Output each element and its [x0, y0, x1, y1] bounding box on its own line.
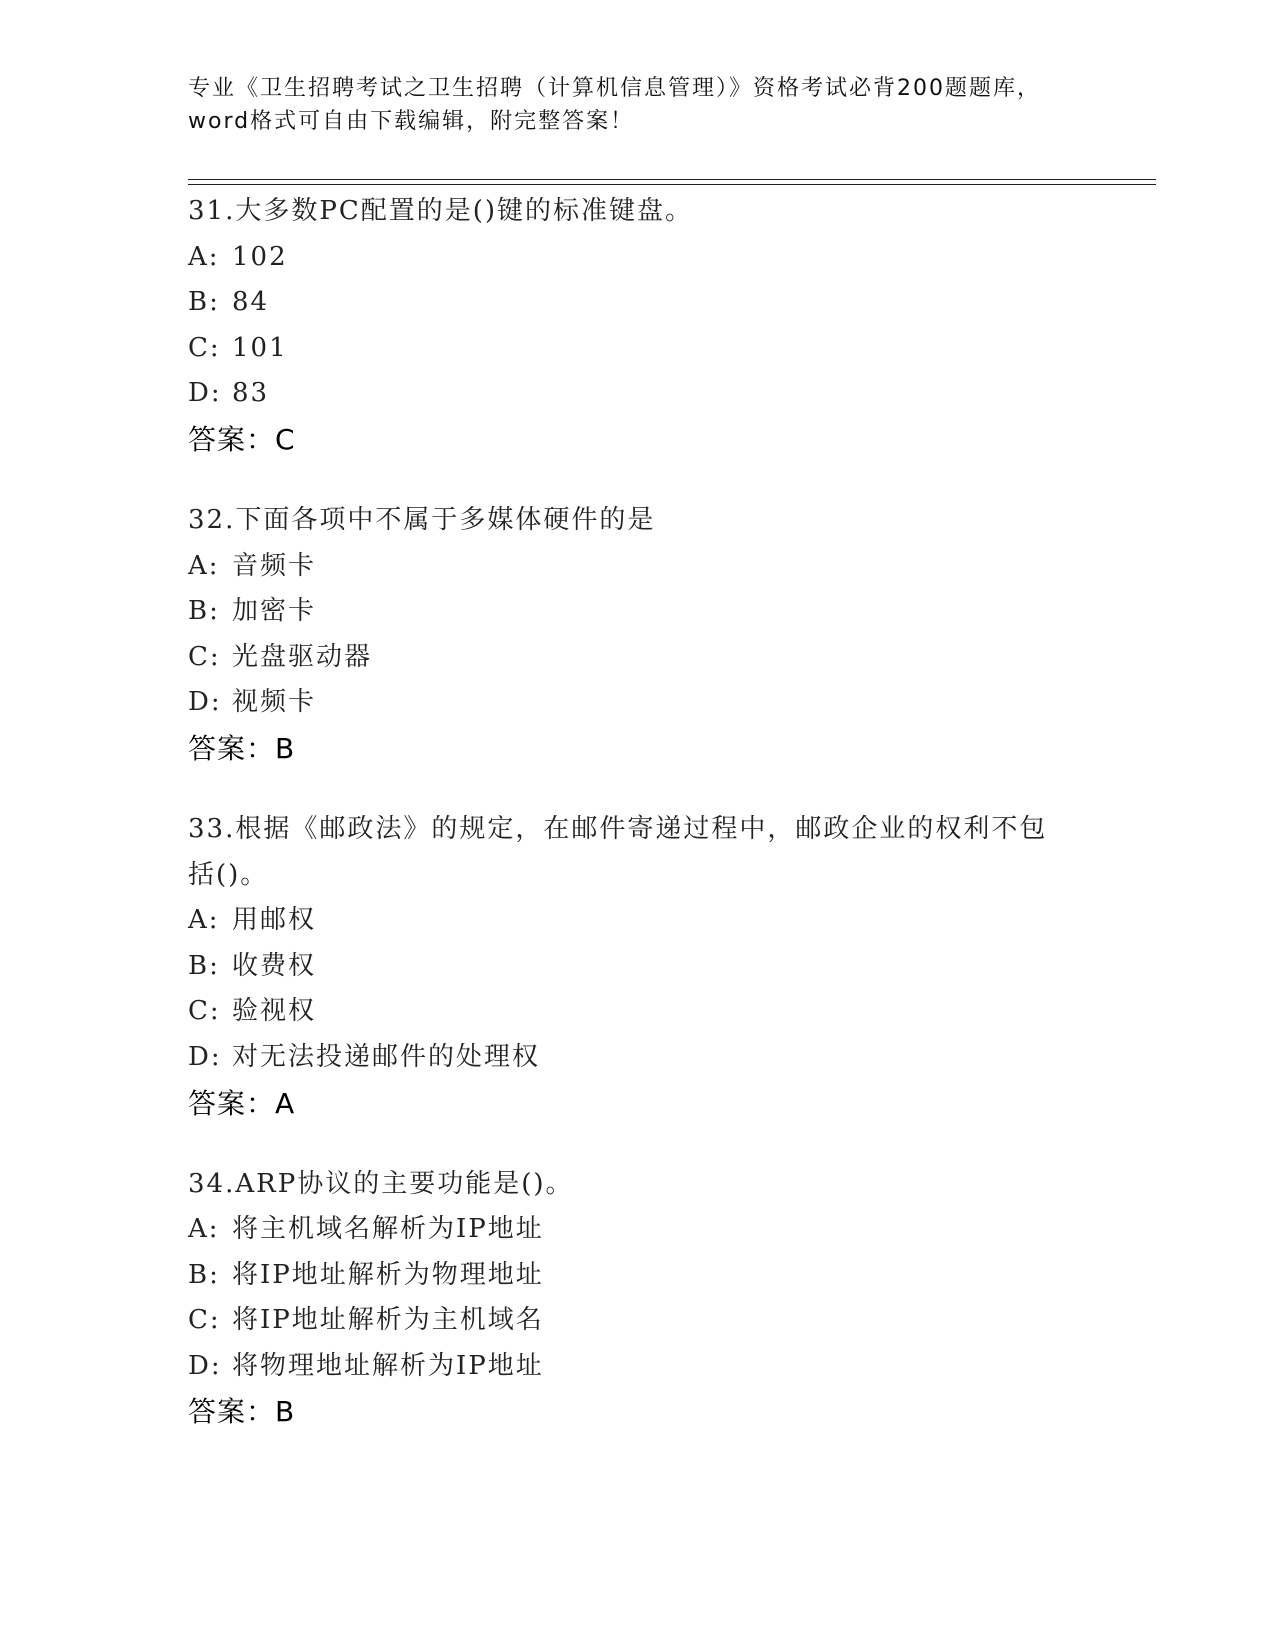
option-letter: A: — [188, 1214, 220, 1245]
answer-key: 答案：A — [188, 1086, 296, 1120]
option-text: 加密卡 — [232, 596, 317, 627]
option-text: 收费权 — [232, 950, 317, 981]
question-stem: 34.ARP协议的主要功能是()。 — [188, 1168, 574, 1199]
question-stem: 31.大多数PC配置的是()键的标准键盘。 — [188, 196, 694, 226]
answer-option — [188, 326, 1088, 372]
answer-key: 答案：C — [188, 422, 296, 456]
answer-option — [188, 944, 1088, 990]
option-letter: D: — [188, 1350, 222, 1381]
option-text: 视频卡 — [232, 687, 317, 718]
option-text: 83 — [232, 378, 270, 409]
answer-option — [188, 235, 1088, 281]
option-text: 验视权 — [232, 996, 317, 1027]
option-letter: D: — [188, 1041, 222, 1072]
option-text: 将IP地址解析为主机域名 — [232, 1305, 544, 1336]
header-title-line-2: word格式可自由下载编辑，附完整答案！ — [188, 109, 635, 134]
option-letter: D: — [188, 378, 222, 409]
option-letter: B: — [188, 596, 220, 627]
answer-option — [188, 1344, 1088, 1390]
option-letter: B: — [188, 1259, 220, 1290]
answer-key: 答案：B — [188, 731, 296, 765]
question-32 — [188, 498, 1088, 772]
answer-key: 答案：B — [188, 1395, 296, 1429]
question-stem: 33.根据《邮政法》的规定，在邮件寄递过程中，邮政企业的权利不包 — [188, 813, 1048, 844]
answer-option — [188, 1253, 1088, 1299]
answer-option — [188, 280, 1088, 326]
answer-option — [188, 1298, 1088, 1344]
question-33 — [188, 807, 1088, 1127]
answer-option — [188, 1035, 1088, 1081]
question-34 — [188, 1162, 1088, 1436]
answer-option — [188, 680, 1088, 726]
option-text: 对无法投递邮件的处理权 — [232, 1041, 541, 1072]
question-31 — [188, 189, 1088, 463]
option-letter: A: — [188, 550, 220, 581]
answer-option — [188, 544, 1088, 590]
question-stem: 括()。 — [188, 859, 269, 890]
header-divider-bottom — [188, 184, 1156, 185]
option-letter: D: — [188, 687, 222, 718]
option-text: 84 — [232, 287, 270, 318]
header-title-line-1: 专业《卫生招聘考试之卫生招聘（计算机信息管理）》资格考试必背200题题库， — [188, 76, 1041, 101]
option-letter: A: — [188, 241, 220, 272]
answer-option — [188, 589, 1088, 635]
option-letter: C: — [188, 641, 221, 672]
option-letter: B: — [188, 950, 220, 981]
option-text: 102 — [232, 241, 288, 272]
answer-option — [188, 635, 1088, 681]
option-text: 将IP地址解析为物理地址 — [232, 1259, 544, 1290]
answer-option — [188, 989, 1088, 1035]
option-letter: C: — [188, 1305, 221, 1336]
document-header — [188, 72, 1068, 138]
option-text: 将主机域名解析为IP地址 — [232, 1214, 544, 1245]
header-divider-top — [188, 179, 1156, 180]
option-text: 101 — [232, 332, 288, 363]
option-text: 将物理地址解析为IP地址 — [232, 1350, 544, 1381]
option-text: 光盘驱动器 — [232, 641, 373, 672]
question-stem: 32.下面各项中不属于多媒体硬件的是 — [188, 504, 656, 535]
option-letter: A: — [188, 905, 220, 936]
option-letter: C: — [188, 996, 221, 1027]
option-text: 音频卡 — [232, 550, 317, 581]
option-letter: C: — [188, 332, 221, 363]
answer-option — [188, 898, 1088, 944]
option-text: 用邮权 — [232, 905, 317, 936]
question-list — [188, 189, 1088, 1470]
option-letter: B: — [188, 287, 220, 318]
answer-option — [188, 1207, 1088, 1253]
answer-option — [188, 371, 1088, 417]
